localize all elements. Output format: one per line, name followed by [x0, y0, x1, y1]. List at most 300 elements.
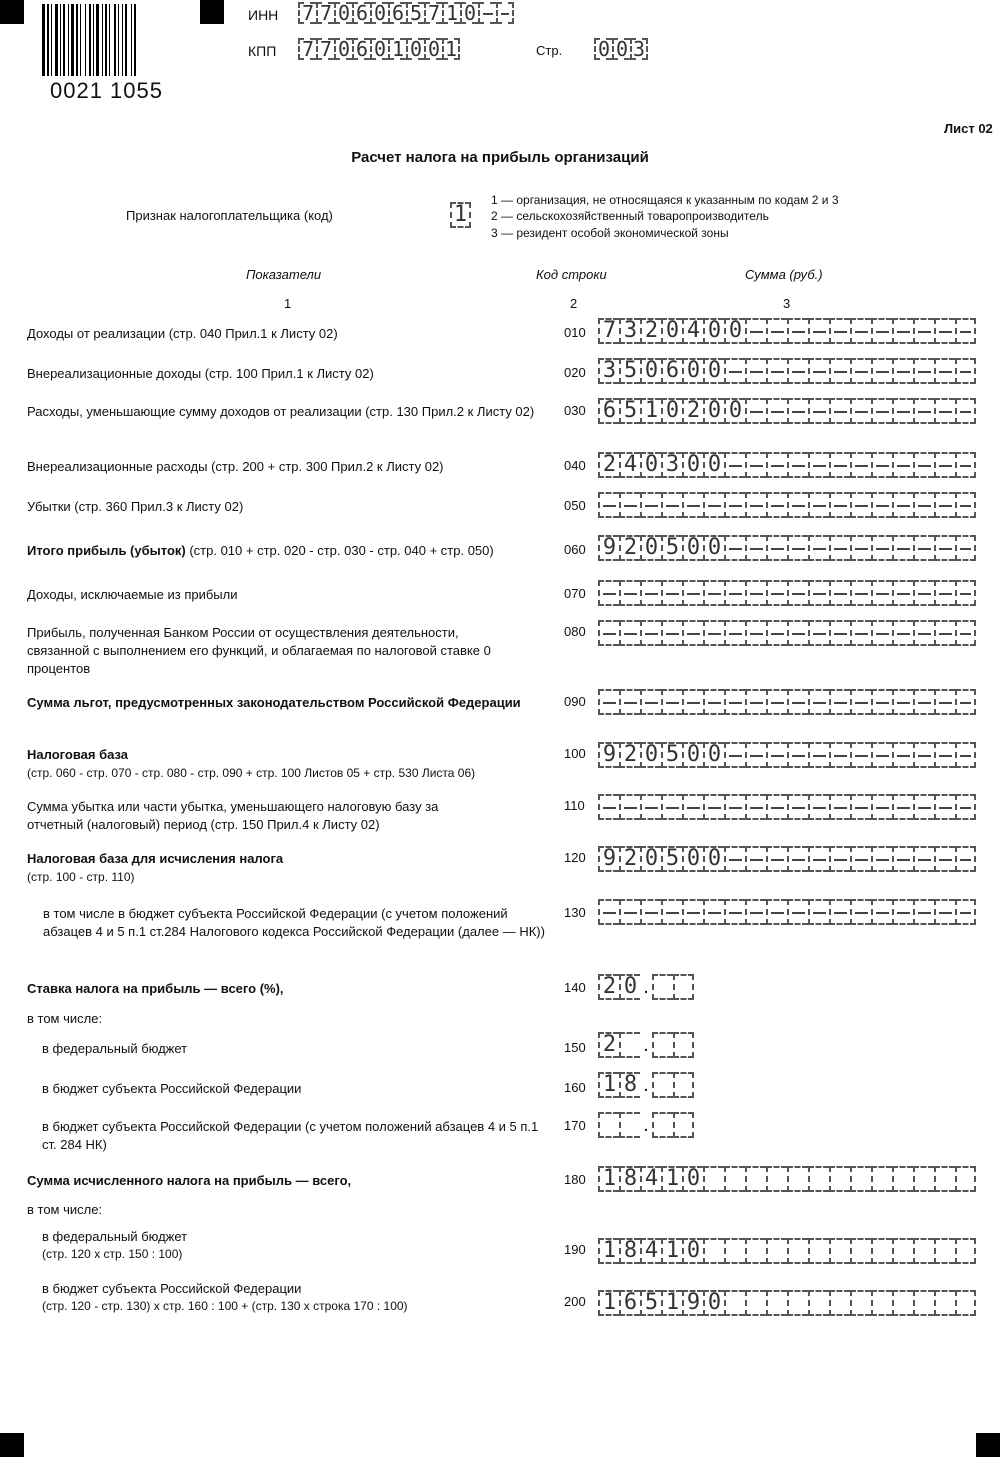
digit-cell: 1: [598, 1290, 619, 1316]
digit-cell: [955, 742, 976, 768]
digit-cell: 0: [406, 38, 424, 60]
digit-cell: [766, 899, 787, 925]
row-code-030: 030: [564, 403, 586, 418]
digit-cell: [871, 899, 892, 925]
digit-cell: 0: [703, 742, 724, 768]
row-label-text: Внереализационные доходы (стр. 100 Прил.1 к Листу 02): [27, 366, 374, 381]
digit-cell: [850, 358, 871, 384]
digit-cell: [829, 794, 850, 820]
digit-cell: [652, 974, 673, 1000]
digit-cell: [808, 1238, 829, 1264]
digit-cell: [955, 899, 976, 925]
digit-cell: [850, 794, 871, 820]
digit-cell: [871, 620, 892, 646]
digit-cell: [808, 398, 829, 424]
digit-cell: 0: [594, 38, 612, 60]
digit-cell: [598, 580, 619, 606]
digit-cell: [892, 452, 913, 478]
digit-cell: 0: [724, 398, 745, 424]
digit-cell: 5: [406, 2, 424, 24]
digit-cell: [829, 358, 850, 384]
decimal-point: .: [643, 1114, 649, 1136]
inn-field: [298, 2, 514, 24]
digit-cell: 1: [661, 1238, 682, 1264]
digit-cell: [787, 318, 808, 344]
digit-cell: [808, 492, 829, 518]
digit-cell: [871, 794, 892, 820]
digit-cell: [745, 846, 766, 872]
digit-cell: [955, 492, 976, 518]
digit-cell: [934, 452, 955, 478]
row-label-020: [27, 365, 547, 383]
digit-cell: [892, 492, 913, 518]
rate-fraction: [652, 1112, 694, 1138]
decimal-point: .: [643, 976, 649, 998]
digit-cell: 3: [630, 38, 648, 60]
row-code-020: 020: [564, 365, 586, 380]
digit-cell: [766, 318, 787, 344]
digit-cell: [829, 899, 850, 925]
digit-cell: 2: [619, 742, 640, 768]
barcode-number: 0021 1055: [50, 78, 163, 103]
row-label-text: Убытки (стр. 360 Прил.3 к Листу 02): [27, 499, 244, 514]
digit-cell: 1: [442, 2, 460, 24]
digit-cell: [808, 742, 829, 768]
digit-cell: [829, 1166, 850, 1192]
digit-cell: 3: [598, 358, 619, 384]
digit-cell: [745, 899, 766, 925]
row-label-bold: Итого прибыль (убыток): [27, 543, 186, 558]
digit-cell: 0: [703, 846, 724, 872]
digit-cell: [934, 398, 955, 424]
decimal-point: .: [643, 1074, 649, 1096]
amount-field-080: [598, 620, 976, 646]
digit-cell: 6: [598, 398, 619, 424]
digit-cell: [829, 398, 850, 424]
rate-code-140: 140: [564, 980, 586, 995]
digit-cell: 6: [388, 2, 406, 24]
digit-cell: [640, 689, 661, 715]
digit-cell: 3: [619, 318, 640, 344]
digit-cell: [913, 689, 934, 715]
rate-field-160: [598, 1072, 694, 1098]
digit-cell: [829, 318, 850, 344]
digit-cell: [682, 899, 703, 925]
digit-cell: [745, 689, 766, 715]
digit-cell: [745, 535, 766, 561]
row-code-050: 050: [564, 498, 586, 513]
digit-cell: 8: [619, 1238, 640, 1264]
taxpayer-label: Признак налогоплательщика (код): [126, 208, 333, 223]
digit-cell: [787, 492, 808, 518]
digit-cell: [934, 318, 955, 344]
digit-cell: [787, 452, 808, 478]
digit-cell: [913, 358, 934, 384]
digit-cell: [934, 620, 955, 646]
row-code-060: 060: [564, 542, 586, 557]
digit-cell: [640, 580, 661, 606]
digit-cell: [871, 689, 892, 715]
digit-cell: [652, 1072, 673, 1098]
digit-cell: [850, 398, 871, 424]
tax-code-200: 200: [564, 1294, 586, 1309]
digit-cell: [850, 318, 871, 344]
digit-cell: [871, 1290, 892, 1316]
digit-cell: [850, 899, 871, 925]
digit-cell: 0: [370, 2, 388, 24]
digit-cell: [955, 1238, 976, 1264]
row-label-text: Прибыль, полученная Банком России от осуществления деятельности, связанной с выполнением его функций, и облагаемая по налоговой ставке 0 процентов: [27, 625, 491, 676]
digit-cell: [955, 846, 976, 872]
digit-cell: [955, 620, 976, 646]
digit-cell: [934, 899, 955, 925]
kpp-label: КПП: [248, 43, 277, 59]
digit-cell: 8: [619, 1072, 640, 1098]
digit-cell: [850, 492, 871, 518]
digit-cell: [955, 689, 976, 715]
digit-cell: [766, 846, 787, 872]
digit-cell: [787, 899, 808, 925]
row-code-090: 090: [564, 694, 586, 709]
digit-cell: [661, 620, 682, 646]
row-code-130: 130: [564, 905, 586, 920]
digit-cell: [724, 846, 745, 872]
digit-cell: [703, 492, 724, 518]
row-label-bold: Сумма льгот, предусмотренных законодательством Российской Федерации: [27, 695, 521, 710]
digit-cell: [598, 689, 619, 715]
digit-cell: 2: [619, 535, 640, 561]
rate-label-140: Ставка налога на прибыль — всего (%),: [27, 981, 284, 996]
digit-cell: [745, 794, 766, 820]
row-label-080: [27, 624, 497, 678]
digit-cell: [598, 794, 619, 820]
digit-cell: [703, 580, 724, 606]
digit-cell: 1: [661, 1166, 682, 1192]
digit-cell: [703, 899, 724, 925]
digit-cell: [724, 899, 745, 925]
decimal-point: .: [643, 1034, 649, 1056]
digit-cell: [808, 1166, 829, 1192]
digit-cell: [724, 689, 745, 715]
digit-cell: 5: [661, 742, 682, 768]
digit-cell: [808, 846, 829, 872]
digit-cell: [871, 358, 892, 384]
digit-cell: [640, 492, 661, 518]
digit-cell: [871, 452, 892, 478]
digit-cell: [808, 535, 829, 561]
digit-cell: [787, 689, 808, 715]
digit-cell: 0: [334, 2, 352, 24]
digit-cell: [913, 742, 934, 768]
digit-cell: 0: [640, 358, 661, 384]
rate-field-140: [598, 974, 694, 1000]
digit-cell: 0: [612, 38, 630, 60]
digit-cell: 5: [619, 398, 640, 424]
amount-field-130: [598, 899, 976, 925]
col-number-2: 2: [570, 296, 578, 311]
digit-cell: [724, 794, 745, 820]
digit-cell: [766, 535, 787, 561]
digit-cell: 1: [598, 1238, 619, 1264]
row-label-050: [27, 498, 547, 516]
digit-cell: 1: [661, 1290, 682, 1316]
rate-label-170: в бюджет субъекта Российской Федерации (с учетом положений абзацев 4 и 5 п.1 ст. 284 НК): [42, 1119, 539, 1152]
corner-marker: [976, 1433, 1000, 1457]
digit-cell: [496, 2, 514, 24]
digit-cell: [640, 794, 661, 820]
digit-cell: [829, 620, 850, 646]
digit-cell: [892, 535, 913, 561]
digit-cell: [934, 794, 955, 820]
digit-cell: [745, 742, 766, 768]
digit-cell: [808, 358, 829, 384]
sheet-label: Лист 02: [944, 121, 993, 136]
digit-cell: [787, 620, 808, 646]
row-label-text: (стр. 060 - стр. 070 - стр. 080 - стр. 090 + стр. 100 Листов 05 + стр. 530 Листа 06): [27, 766, 476, 780]
digit-cell: [829, 535, 850, 561]
digit-cell: [787, 358, 808, 384]
digit-cell: [871, 535, 892, 561]
digit-cell: 6: [352, 38, 370, 60]
page-label: Стр.: [536, 43, 563, 58]
digit-cell: [724, 452, 745, 478]
row-label-bold: Налоговая база для исчисления налога: [27, 851, 284, 866]
tax-code-190: 190: [564, 1242, 586, 1257]
digit-cell: [766, 452, 787, 478]
digit-cell: [913, 620, 934, 646]
digit-cell: [703, 620, 724, 646]
digit-cell: [619, 1032, 640, 1058]
digit-cell: [934, 846, 955, 872]
digit-cell: [850, 535, 871, 561]
rate-fraction: [652, 974, 694, 1000]
digit-cell: [892, 580, 913, 606]
row-label-text: Расходы, уменьшающие сумму доходов от реализации (стр. 130 Прил.2 к Листу 02): [27, 404, 535, 419]
digit-cell: [913, 398, 934, 424]
digit-cell: 0: [703, 452, 724, 478]
digit-cell: [808, 794, 829, 820]
digit-cell: 9: [598, 742, 619, 768]
digit-cell: [955, 318, 976, 344]
page-title: Расчет налога на прибыль организаций: [351, 149, 649, 166]
digit-cell: [745, 492, 766, 518]
digit-cell: [724, 1166, 745, 1192]
digit-cell: [913, 535, 934, 561]
taxpayer-option-2: 2 — сельскохозяйственный товаропроизводитель: [491, 209, 769, 223]
digit-cell: 0: [424, 38, 442, 60]
digit-cell: 7: [424, 2, 442, 24]
digit-cell: 2: [598, 974, 619, 1000]
corner-marker: [200, 0, 224, 24]
digit-cell: 5: [640, 1290, 661, 1316]
digit-cell: [682, 492, 703, 518]
digit-cell: [703, 689, 724, 715]
digit-cell: [934, 358, 955, 384]
digit-cell: [745, 318, 766, 344]
digit-cell: 0: [724, 318, 745, 344]
digit-cell: 0: [682, 742, 703, 768]
digit-cell: [871, 580, 892, 606]
digit-cell: [934, 580, 955, 606]
digit-cell: 6: [661, 358, 682, 384]
row-label-text: Внереализационные расходы (стр. 200 + стр. 300 Прил.2 к Листу 02): [27, 459, 444, 474]
digit-cell: 7: [316, 2, 334, 24]
digit-cell: [478, 2, 496, 24]
corner-marker: [0, 1433, 24, 1457]
rate-code-160: 160: [564, 1080, 586, 1095]
digit-cell: [829, 846, 850, 872]
tax-field-200: [598, 1290, 976, 1316]
amount-field-110: [598, 794, 976, 820]
digit-cell: [913, 580, 934, 606]
digit-cell: [850, 1290, 871, 1316]
digit-cell: [808, 318, 829, 344]
digit-cell: 0: [682, 535, 703, 561]
row-code-100: 100: [564, 746, 586, 761]
digit-cell: [724, 1238, 745, 1264]
digit-cell: [598, 1112, 619, 1138]
kpp-field: [298, 38, 460, 60]
digit-cell: [892, 358, 913, 384]
digit-cell: [808, 452, 829, 478]
digit-cell: [652, 1032, 673, 1058]
digit-cell: 0: [661, 318, 682, 344]
amount-field-070: [598, 580, 976, 606]
digit-cell: [598, 620, 619, 646]
digit-cell: [850, 1238, 871, 1264]
row-label-130: [43, 905, 548, 941]
digit-cell: 0: [682, 1166, 703, 1192]
row-label-text: Доходы, исключаемые из прибыли: [27, 587, 238, 602]
digit-cell: [913, 1238, 934, 1264]
digit-cell: [703, 1238, 724, 1264]
amount-field-020: [598, 358, 976, 384]
digit-cell: [652, 1112, 673, 1138]
digit-cell: [913, 1166, 934, 1192]
digit-cell: [640, 620, 661, 646]
digit-cell: [724, 492, 745, 518]
digit-cell: 5: [661, 535, 682, 561]
row-code-080: 080: [564, 624, 586, 639]
digit-cell: 9: [598, 846, 619, 872]
col-amount: Сумма (руб.): [745, 267, 823, 282]
digit-cell: 1: [388, 38, 406, 60]
row-label-030: [27, 403, 547, 421]
digit-cell: [661, 794, 682, 820]
digit-cell: [619, 689, 640, 715]
digit-cell: [850, 742, 871, 768]
digit-cell: [871, 742, 892, 768]
digit-cell: [766, 794, 787, 820]
digit-cell: [913, 452, 934, 478]
digit-cell: [787, 846, 808, 872]
digit-cell: [787, 535, 808, 561]
digit-cell: 0: [661, 398, 682, 424]
digit-cell: [892, 689, 913, 715]
tax-label-200: в бюджет субъекта Российской Федерации: [42, 1281, 302, 1296]
digit-cell: 4: [682, 318, 703, 344]
taxpayer-option-1: 1 — организация, не относящаяся к указанным по кодам 2 и 3: [491, 193, 839, 207]
digit-cell: [955, 358, 976, 384]
digit-cell: [829, 742, 850, 768]
digit-cell: [745, 1238, 766, 1264]
digit-cell: [892, 899, 913, 925]
digit-cell: 1: [442, 38, 460, 60]
digit-cell: [787, 398, 808, 424]
digit-cell: 7: [298, 38, 316, 60]
rate-label-150: в федеральный бюджет: [42, 1041, 188, 1056]
digit-cell: [703, 794, 724, 820]
digit-cell: [829, 580, 850, 606]
rate-fraction: [652, 1032, 694, 1058]
tax-code-180: 180: [564, 1172, 586, 1187]
digit-cell: 7: [316, 38, 334, 60]
row-label-040: [27, 458, 547, 476]
rate-code-170: 170: [564, 1118, 586, 1133]
digit-cell: [703, 1166, 724, 1192]
digit-cell: [682, 794, 703, 820]
digit-cell: [829, 492, 850, 518]
in-that-number-label-2: в том числе:: [27, 1202, 103, 1217]
digit-cell: [913, 1290, 934, 1316]
digit-cell: [934, 1238, 955, 1264]
taxpayer-code: 1: [450, 202, 471, 228]
row-label-110: [27, 798, 477, 834]
amount-field-010: [598, 318, 976, 344]
digit-cell: [661, 580, 682, 606]
digit-cell: [892, 1290, 913, 1316]
rate-field-150: [598, 1032, 694, 1058]
digit-cell: [955, 1166, 976, 1192]
digit-cell: 4: [619, 452, 640, 478]
digit-cell: [892, 318, 913, 344]
taxpayer-code-field: [450, 202, 471, 228]
tax-field-180: [598, 1166, 976, 1192]
amount-field-100: [598, 742, 976, 768]
digit-cell: 2: [598, 452, 619, 478]
digit-cell: [673, 1072, 694, 1098]
digit-cell: [787, 580, 808, 606]
digit-cell: [934, 492, 955, 518]
digit-cell: [661, 689, 682, 715]
digit-cell: [724, 535, 745, 561]
tax-sub-190: (стр. 120 х стр. 150 : 100): [42, 1247, 183, 1261]
digit-cell: [871, 492, 892, 518]
digit-cell: [934, 535, 955, 561]
digit-cell: [745, 358, 766, 384]
digit-cell: [766, 620, 787, 646]
digit-cell: [934, 689, 955, 715]
digit-cell: [673, 1112, 694, 1138]
digit-cell: 4: [640, 1166, 661, 1192]
row-code-010: 010: [564, 325, 586, 340]
taxpayer-option-3: 3 — резидент особой экономической зоны: [491, 226, 729, 240]
digit-cell: [892, 1166, 913, 1192]
digit-cell: [808, 580, 829, 606]
digit-cell: 0: [703, 535, 724, 561]
digit-cell: 0: [460, 2, 478, 24]
barcode-icon: [36, 0, 186, 82]
digit-cell: 0: [682, 358, 703, 384]
digit-cell: 9: [682, 1290, 703, 1316]
row-label-text: Сумма убытка или части убытка, уменьшающего налоговую базу за отчетный (налоговый) период (стр. 150 Прил.4 к Листу 02): [27, 799, 439, 832]
digit-cell: 1: [640, 398, 661, 424]
digit-cell: [871, 1166, 892, 1192]
digit-cell: 2: [640, 318, 661, 344]
digit-cell: 0: [334, 38, 352, 60]
amount-field-060: [598, 535, 976, 561]
digit-cell: 0: [640, 535, 661, 561]
